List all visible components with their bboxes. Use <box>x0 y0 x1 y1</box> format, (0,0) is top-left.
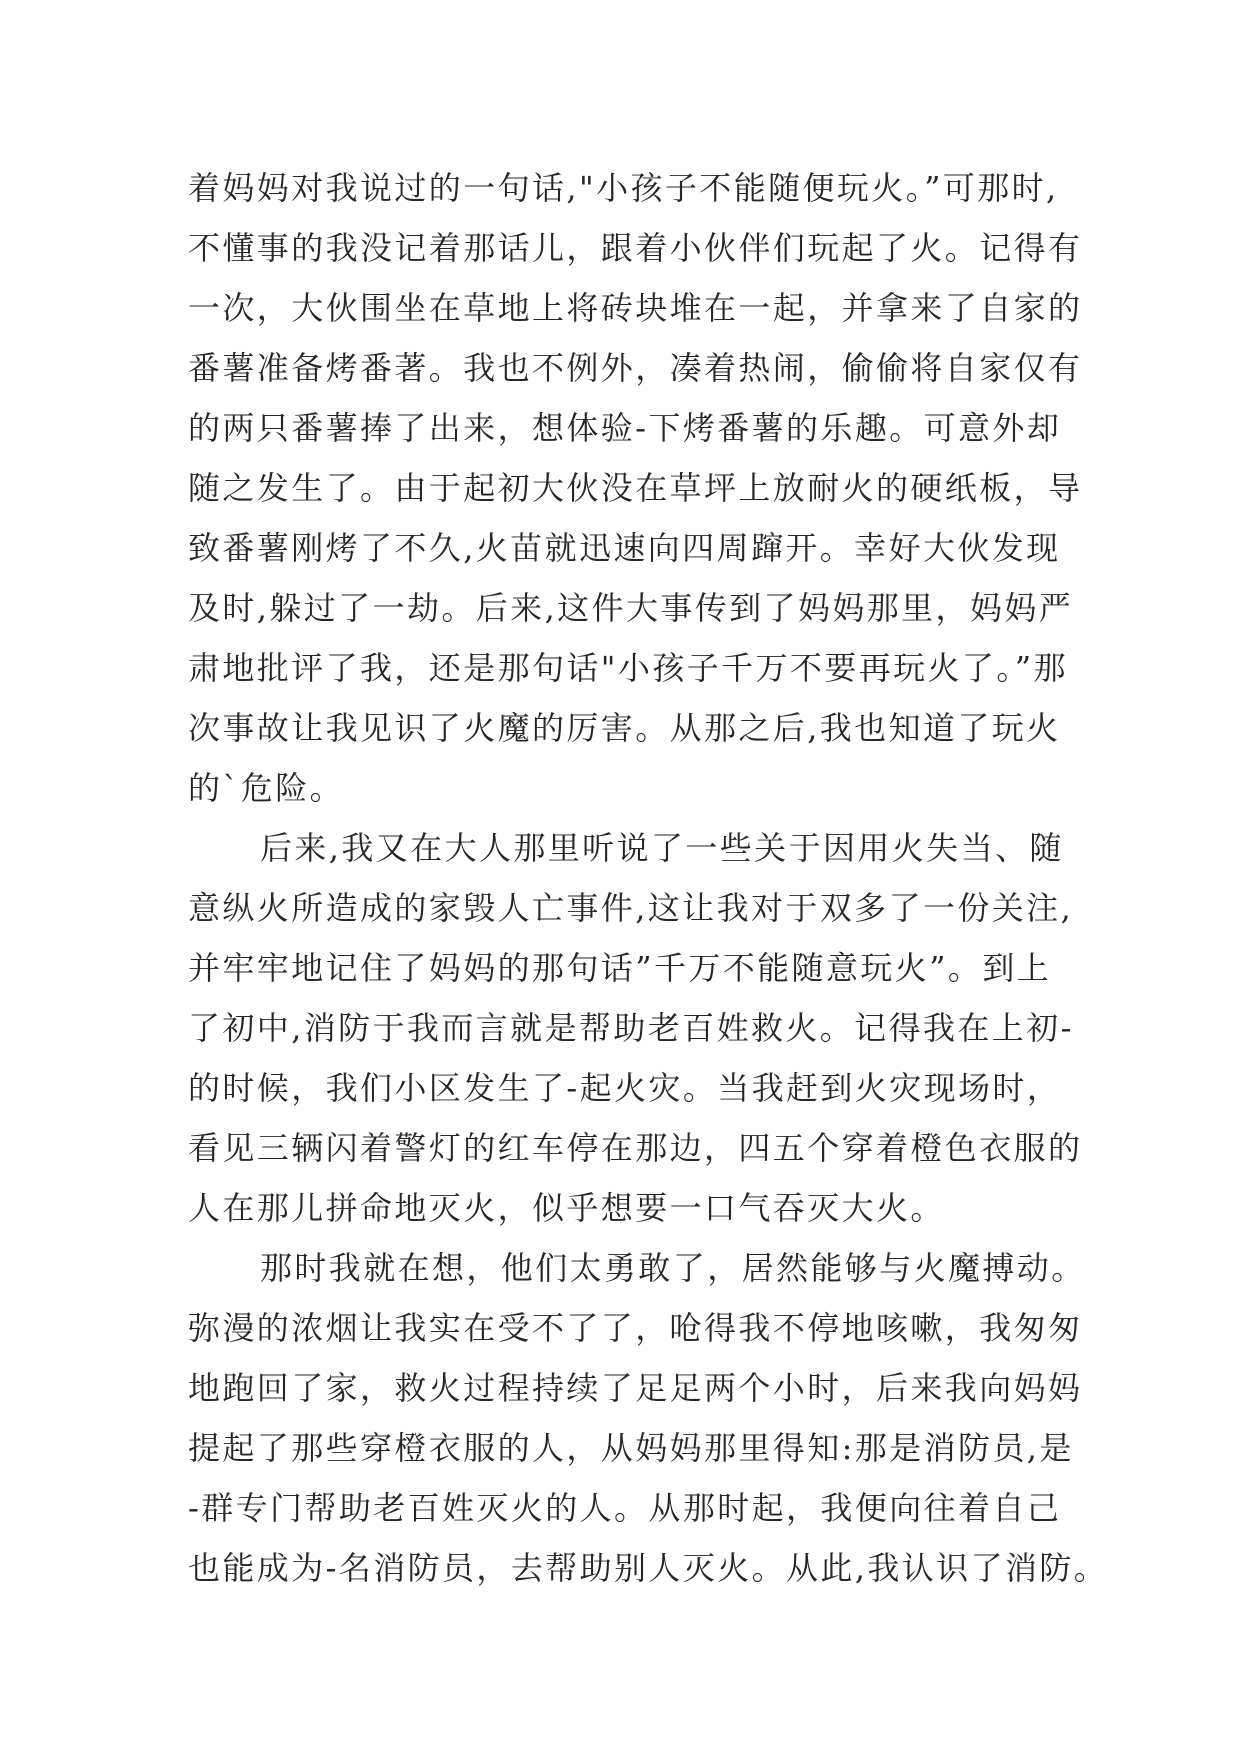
text-line: 人在那儿拼命地灭火，似乎想要一口气吞灭大火。 <box>188 1189 945 1227</box>
text-line: 致番薯刚烤了不久,火苗就迅速向四周蹿开。幸好大伙发现 <box>188 529 1061 567</box>
text-line: 的`危险。 <box>188 769 345 807</box>
text-line: 弥漫的浓烟让我实在受不了了，呛得我不停地咳嗽，我匆匆 <box>188 1309 1083 1347</box>
text-line: 随之发生了。由于起初大伙没在草坪上放耐火的硬纸板，导 <box>188 469 1083 507</box>
text-line: 的时候，我们小区发生了-起火灾。当我赶到火灾现场时， <box>188 1069 1062 1107</box>
text-line: 着妈妈对我说过的一句话,"小孩子不能随便玩火。”可那时, <box>188 169 1059 207</box>
text-line: 并牢牢地记住了妈妈的那句话”千万不能随意玩火”。到上 <box>188 949 1052 987</box>
text-line: 地跑回了家，救火过程持续了足足两个小时，后来我向妈妈 <box>188 1369 1083 1407</box>
paragraph-first-line: 那时我就在想，他们太勇敢了，居然能够与火魔搏动。 <box>260 1249 1086 1287</box>
text-line: 了初中,消防于我而言就是帮助老百姓救火。记得我在上初- <box>188 1009 1074 1047</box>
paragraph-first-line: 后来,我又在大人那里听说了一些关于因用火失当、随 <box>260 829 1064 867</box>
text-line: 的两只番薯捧了出来，想体验-下烤番薯的乐趣。可意外却 <box>188 409 1062 447</box>
text-line: 不懂事的我没记着那话儿，跟着小伙伴们玩起了火。记得有 <box>188 229 1083 267</box>
text-line: 肃地批评了我，还是那句话"小孩子千万不要再玩火了。”那 <box>188 649 1068 687</box>
text-line: 番薯准备烤番著。我也不例外，凑着热闹，偷偷将自家仅有 <box>188 349 1083 387</box>
text-line: 一次，大伙围坐在草地上将砖块堆在一起，并拿来了自家的 <box>188 289 1083 327</box>
text-line: 提起了那些穿橙衣服的人，从妈妈那里得知:那是消防员,是 <box>188 1429 1074 1467</box>
text-line: 也能成为-名消防员，去帮助别人灭火。从此,我认识了消防。 <box>188 1549 1109 1587</box>
text-line: 次事故让我见识了火魔的厉害。从那之后,我也知道了玩火 <box>188 709 1061 747</box>
text-line: 看见三辆闪着警灯的红车停在那边，四五个穿着橙色衣服的 <box>188 1129 1083 1167</box>
text-line: -群专门帮助老百姓灭火的人。从那时起，我便向往着自己 <box>188 1489 1062 1527</box>
text-line: 意纵火所造成的家毁人亡事件,这让我对于双多了一份关注, <box>188 889 1074 927</box>
text-line: 及时,躲过了一劫。后来,这件大事传到了妈妈那里，妈妈严 <box>188 589 1074 627</box>
body-text <box>188 158 1109 1598</box>
